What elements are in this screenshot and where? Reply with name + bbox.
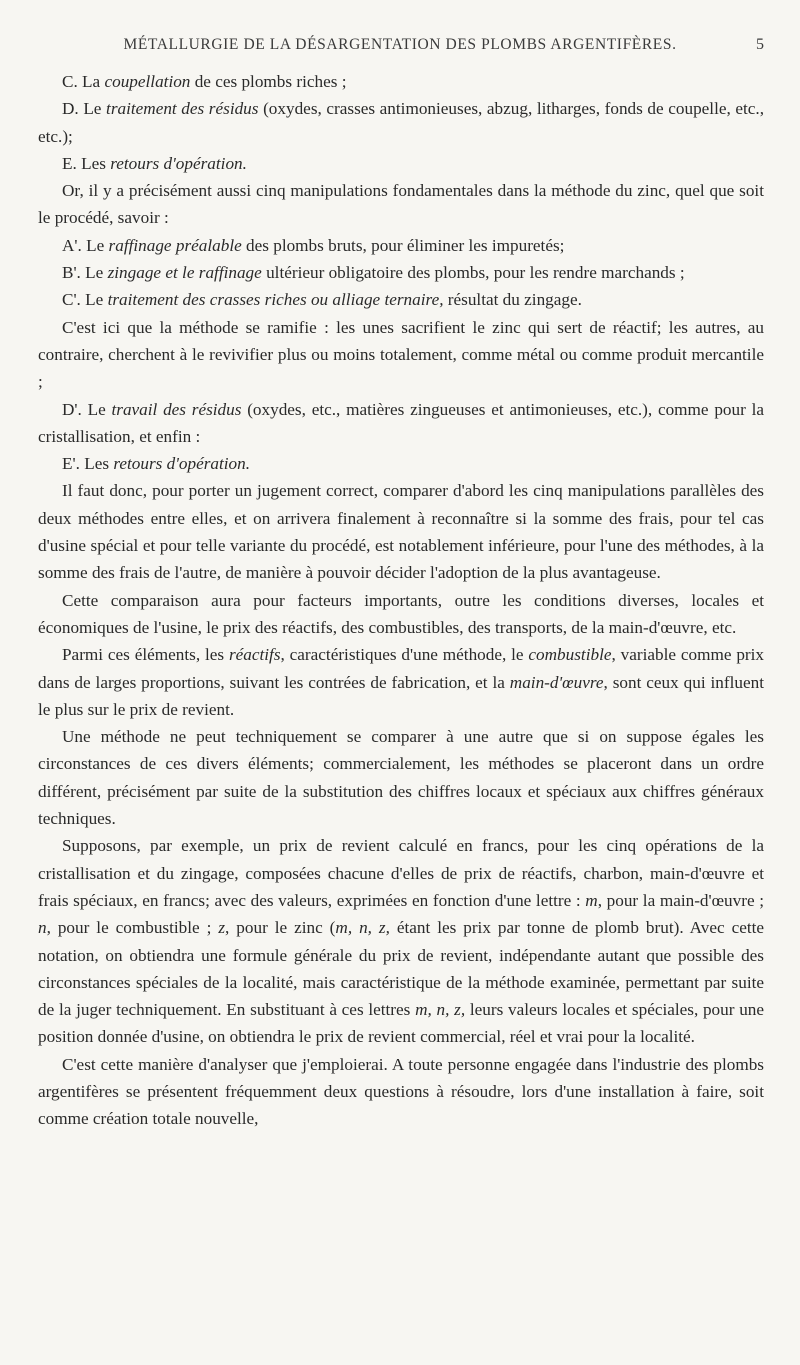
italic-text: n [38,918,47,938]
italic-text: m, n, z, [335,918,390,938]
italic-text: traitement des crasses riches ou alliage ternaire, [107,290,444,310]
running-header [0,36,800,58]
text-run: , pour la main-d'œuvre ; [597,890,764,910]
italic-text: raffinage préalable [108,235,242,255]
text-run: étant les prix par tonne de plomb brut). Avec cette notation, on obtiendra une formule générale du prix de revient, indépendante autant que possible des circonstances spéciales de la localité, mais caractéristique de la méthode examinée, permettant par suite de la juger techniquement. En substituant à ces lettres [38,918,765,1020]
italic-text: main-d'œuvre [509,672,604,692]
paragraph [38,286,764,313]
paragraph [38,259,764,286]
text-run: Il faut donc, pour porter un jugement correct, comparer d'abord les cinq manipulations parallèles des deux méthodes entre elles, et on arrivera finalement à reconnaître si la somme des frais, pour tel cas d'usine spécial et pour telle variante du procédé, est notablement inférieure, pour l'une des méthodes, à la somme des frais de l'autre, de manière à pouvoir décider l'adoption de la plus avantageuse. [38,481,764,583]
text-run: D. Le [62,99,107,119]
paragraph [38,450,764,477]
running-title: MÉTALLURGIE DE LA DÉSARGENTATION DES PLOMBS ARGENTIFÈRES. [123,36,677,53]
text-run: E. Les [62,153,111,173]
paragraph [38,177,764,232]
italic-text: travail des résidus [111,399,242,419]
paragraph [38,832,764,1050]
text-run: , pour le combustible ; [46,918,219,938]
text-run: C'est cette manière d'analyser que j'emploierai. A toute personne engagée dans l'industrie des plombs argentifères se présentent fréquemment deux questions à résoudre, lors d'une installation à faire, soit comme création totale nouvelle, [38,1054,764,1129]
text-run: , sont ceux qui influent le plus sur le prix de revient. [38,672,764,719]
text-run: E'. Les [62,454,114,474]
text-run: A'. Le [62,235,109,255]
text-run: B'. Le [62,263,108,283]
text-run: , variable comme prix dans de larges proportions, suivant les contrées de fabrication, et la [38,645,765,692]
italic-text: retours d'opération. [110,153,247,173]
text-run: Parmi ces éléments, les [62,645,229,665]
italic-text: combustible [528,645,612,665]
italic-text: coupellation [104,72,191,91]
paragraph [38,232,764,259]
text-run: ultérieur obligatoire des plombs, pour les rendre marchands ; [261,263,685,283]
text-run: , caractéristiques d'une méthode, le [280,645,529,665]
text-run: leurs valeurs locales et spéciales, pour une position donnée d'usine, on obtiendra le prix de revient commercial, réel et vrai pour la localité. [38,1000,765,1047]
italic-text: zingage et le raffinage [107,263,262,283]
text-run: C'est ici que la méthode se ramifie : les unes sacrifient le zinc qui sert de réactif; les autres, au contraire, cherchent à le revivifier plus ou moins totalement, comme métal ou comme produit mercantile ; [38,317,764,392]
text-run: , pour le zinc ( [225,918,336,938]
paragraph [38,150,764,177]
paragraph [38,723,764,832]
paragraph [38,396,764,451]
text-run: C'. Le [62,290,108,310]
paragraph [38,477,764,586]
text-run: Or, il y a précisément aussi cinq manipulations fondamentales dans la méthode du zinc, quel que soit le procédé, savoir : [38,181,764,228]
page-number: 5 [756,36,764,53]
italic-text: réactifs [228,645,281,665]
text-run: (oxydes, etc., matières zingueuses et antimonieuses, etc.), comme pour la cristallisation, et enfin : [38,399,765,446]
text-run: Une méthode ne peut techniquement se comparer à une autre que si on suppose égales les circonstances de ces divers éléments; commercialement, les méthodes se placeront dans un ordre différent, précisément par suite de la substitution des chiffres locaux et spéciaux aux chiffres généraux techniques. [38,727,764,829]
italic-text: retours d'opération. [113,454,251,474]
text-run: (oxydes, crasses antimonieuses, abzug, litharges, fonds de coupelle, etc., etc.); [38,99,764,146]
text-run: de ces plombs riches ; [190,72,347,91]
paragraph [38,587,764,642]
text-run: Supposons, par exemple, un prix de revient calculé en francs, pour les cinq opérations de la cristallisation et du zingage, composées chacune d'elles de prix de réactifs, charbon, main-d'œuvre et frais spéciaux, en francs; avec des valeurs, exprimées en fonction d'une lettre : [38,836,764,910]
body-text [38,68,764,1133]
italic-text: z [218,918,226,938]
paragraph [38,68,764,95]
italic-text: m [585,890,598,910]
text-run: des plombs bruts, pour éliminer les impuretés; [241,235,565,255]
text-run: C. La [62,72,105,91]
text-run: Cette comparaison aura pour facteurs importants, outre les conditions diverses, locales et économiques de l'usine, le prix des réactifs, des combustibles, des transports, de la main-d'œuvre, etc. [38,590,764,637]
paragraph [38,95,764,150]
paragraph [38,641,764,723]
text-run: D'. Le [62,399,112,419]
paragraph [38,1051,764,1133]
text-run: résultat du zingage. [443,290,582,310]
paragraph [38,314,764,396]
italic-text: m, n, z, [415,1000,466,1020]
italic-text: traitement des résidus [106,99,259,119]
